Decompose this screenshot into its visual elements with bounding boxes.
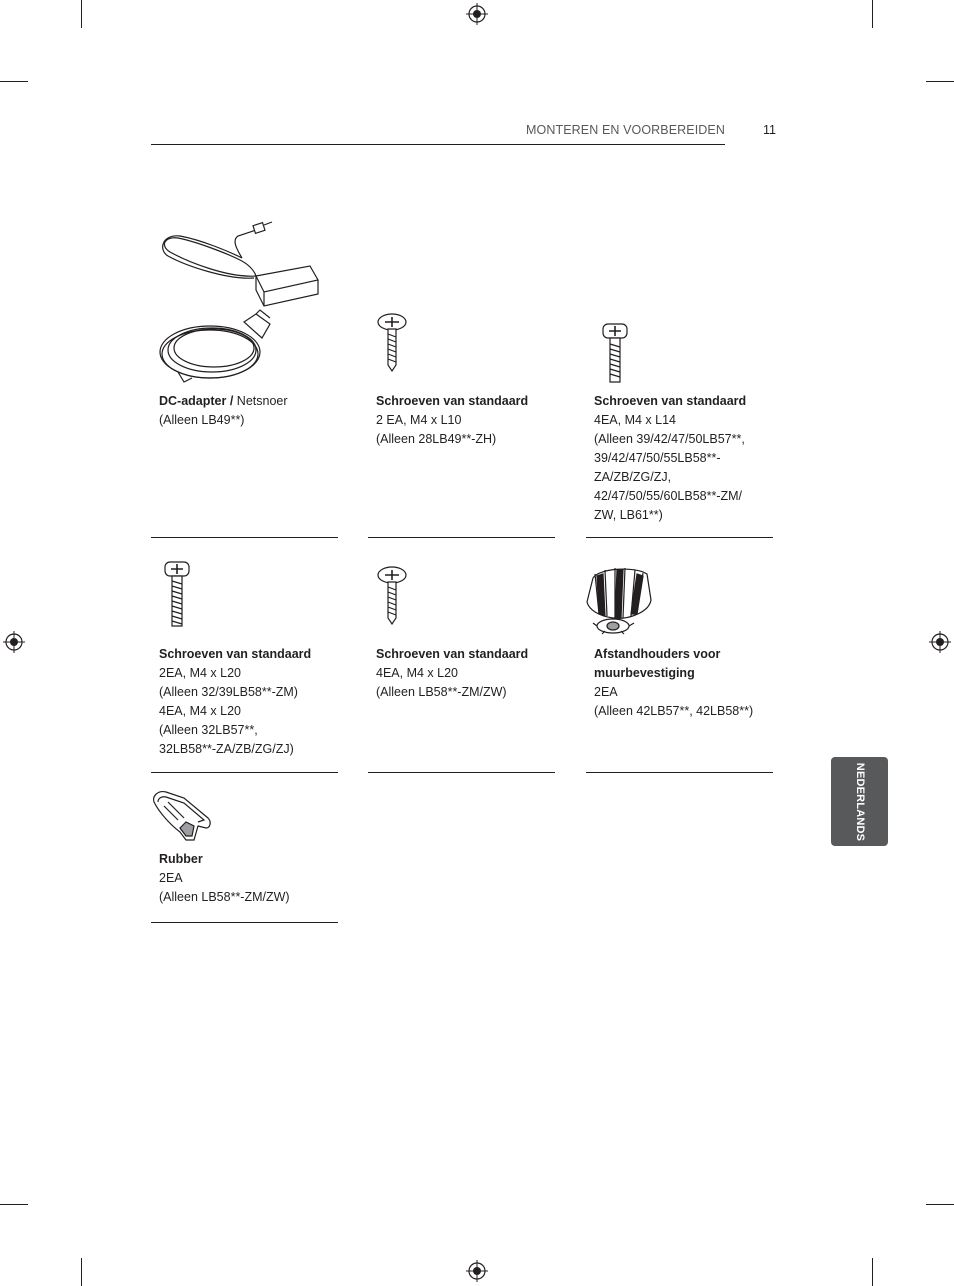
item-detail: (Alleen 32/39LB58**-ZM) <box>159 685 298 699</box>
item-screw-short-text <box>376 392 528 449</box>
item-detail: (Alleen 39/42/47/50LB57**, <box>594 432 745 446</box>
item-title-rest: Netsnoer <box>233 394 288 408</box>
crop-mark <box>0 1204 28 1205</box>
medium-screw-icon <box>599 322 631 386</box>
item-screw-short-2-text <box>376 645 528 702</box>
item-screw-medium-text <box>594 392 746 525</box>
item-divider <box>586 772 773 773</box>
item-detail: 2EA <box>594 685 618 699</box>
page-number: 11 <box>763 123 776 137</box>
rubber-pad-icon <box>150 788 214 844</box>
long-screw-icon <box>163 560 191 630</box>
header-divider <box>151 144 725 145</box>
registration-mark-icon <box>3 631 25 653</box>
crop-mark <box>872 0 873 28</box>
item-detail: 4EA, M4 x L20 <box>376 666 458 680</box>
item-detail: (Alleen LB58**-ZM/ZW) <box>159 890 290 904</box>
short-screw-icon <box>376 312 408 372</box>
item-title: Schroeven van standaard <box>376 647 529 661</box>
item-title: Schroeven van standaard <box>376 394 529 408</box>
item-title: Schroeven van standaard <box>159 647 312 661</box>
dc-adapter-icon <box>158 218 320 308</box>
registration-mark-icon <box>466 1260 488 1282</box>
crop-mark <box>0 81 28 82</box>
item-detail: 32LB58**-ZA/ZB/ZG/ZJ) <box>159 742 294 756</box>
item-detail: (Alleen 42LB57**, 42LB58**) <box>594 704 754 718</box>
item-detail: 2EA <box>159 871 183 885</box>
item-detail: ZA/ZB/ZG/ZJ, <box>594 470 672 484</box>
item-detail: 42/47/50/55/60LB58**-ZM/ <box>594 489 743 503</box>
item-detail: (Alleen 28LB49**-ZH) <box>376 432 497 446</box>
item-title: Schroeven van standaard <box>594 394 747 408</box>
item-divider <box>368 772 555 773</box>
wall-spacer-icon <box>585 564 655 640</box>
item-title: muurbevestiging <box>594 666 695 680</box>
item-divider <box>586 537 773 538</box>
item-wall-spacer-text <box>594 645 753 721</box>
item-title: Rubber <box>159 852 203 866</box>
registration-mark-icon <box>466 3 488 25</box>
item-title: DC-adapter / <box>159 394 234 408</box>
item-title: Afstandhouders voor <box>594 647 721 661</box>
item-detail: 4EA, M4 x L14 <box>594 413 676 427</box>
short-screw-icon <box>376 565 408 625</box>
item-detail: (Alleen LB58**-ZM/ZW) <box>376 685 507 699</box>
language-tab-label: NEDERLANDS <box>853 762 866 841</box>
item-detail: (Alleen LB49**) <box>159 413 245 427</box>
item-divider <box>151 537 338 538</box>
item-screw-long-text <box>159 645 311 759</box>
registration-mark-icon <box>929 631 951 653</box>
crop-mark <box>926 1204 954 1205</box>
item-detail: 2 EA, M4 x L10 <box>376 413 462 427</box>
item-dc-adapter-text <box>159 392 288 430</box>
item-divider <box>368 537 555 538</box>
item-detail: 4EA, M4 x L20 <box>159 704 241 718</box>
item-detail: 39/42/47/50/55LB58**- <box>594 451 721 465</box>
crop-mark <box>81 0 82 28</box>
item-divider <box>151 922 338 923</box>
power-cord-icon <box>158 308 274 388</box>
item-divider <box>151 772 338 773</box>
item-rubber-text <box>159 850 290 907</box>
crop-mark <box>81 1258 82 1286</box>
language-tab <box>831 757 888 846</box>
crop-mark <box>872 1258 873 1286</box>
item-detail: (Alleen 32LB57**, <box>159 723 258 737</box>
item-detail: ZW, LB61**) <box>594 508 663 522</box>
section-title: MONTEREN EN VOORBEREIDEN <box>526 123 725 137</box>
crop-mark <box>926 81 954 82</box>
item-detail: 2EA, M4 x L20 <box>159 666 241 680</box>
